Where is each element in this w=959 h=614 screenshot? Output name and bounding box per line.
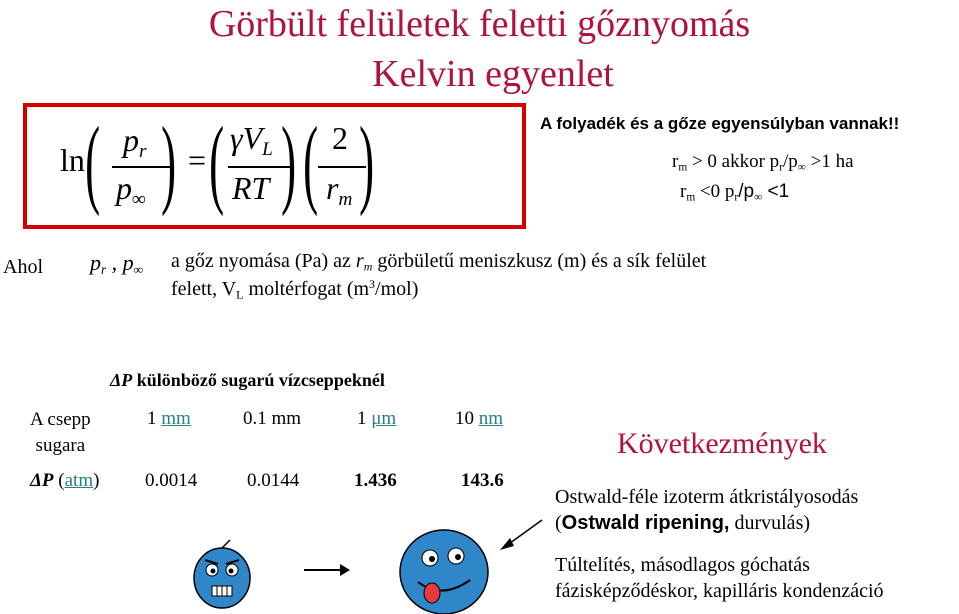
value-1um: 1.436 — [354, 470, 397, 491]
consequences-title: Következmények — [617, 427, 827, 460]
eq-paren-close-3: ) — [359, 106, 375, 217]
size-1mm: 1 mm — [147, 408, 191, 429]
eq-num-right: 2 — [332, 120, 348, 156]
size-01mm: 0.1 mm — [243, 408, 302, 429]
equilibrium-heading: A folyadék és a gőze egyensúlyban vannak!! — [540, 114, 900, 133]
unit-link-nm[interactable]: nm — [478, 408, 504, 429]
unit-link-atm[interactable]: atm — [64, 470, 94, 491]
consequence-line-3: Túltelítés, másodlagos góchatás — [555, 554, 810, 576]
pointer-arrow-icon — [496, 516, 546, 552]
consequence-line-2: (Ostwald ripening, durvulás) — [555, 512, 811, 534]
consequence-line-4: fázisképződéskor, kapilláris kondenzáció — [555, 580, 884, 602]
eq-num-left: $p_r$ — [123, 122, 147, 162]
row-label-radius: A csepp sugara — [30, 409, 91, 456]
eq-paren-close-1: ) — [161, 106, 177, 217]
arrow-right-icon — [304, 564, 350, 576]
table-heading: ΔP különböző sugarú vízcseppeknél — [110, 370, 385, 390]
ahol-desc-line-1: a gőz nyomása (Pa) az $r_m$ görbületű meniszkusz (m) és a sík felület — [171, 250, 707, 274]
eq-den-mid: RT — [232, 170, 270, 206]
consequence-line-1: Ostwald-féle izoterm átkristályosodás — [555, 486, 859, 508]
unit-link-um[interactable]: μm — [371, 408, 397, 429]
page-subtitle: Kelvin egyenlet — [372, 53, 614, 95]
equilibrium-cond-2: $r_m <0$ $p_r/p_\infty <1$ — [680, 181, 790, 204]
size-10nm: 10 nm — [455, 408, 504, 429]
page-title: Görbült felületek feletti gőznyomás — [208, 3, 751, 45]
eq-paren-close-2: ) — [281, 106, 297, 217]
ahol-label: Ahol — [3, 256, 43, 278]
value-1mm: 0.0014 — [145, 470, 198, 491]
eq-den-left: $p_\infty$ — [116, 170, 146, 210]
unit-link-mm[interactable]: mm — [161, 408, 191, 429]
eq-equals: = — [188, 142, 207, 178]
eq-num-mid: $\gamma V_L$ — [230, 120, 273, 160]
eq-ln: ln — [60, 142, 85, 178]
value-01mm: 0.0144 — [247, 470, 300, 491]
eq-paren-open-1: ( — [85, 106, 101, 217]
droplet-illustration — [180, 500, 530, 614]
eq-paren-open-3: ( — [303, 106, 319, 217]
eq-paren-open-2: ( — [209, 106, 225, 217]
equilibrium-cond-1: $r_m > 0$ akkor $p_r/p_\infty >1$ ha — [672, 151, 854, 174]
eq-den-right: $r_m$ — [326, 170, 353, 210]
ahol-symbols: $p_r$ , $p_\infty$ — [90, 250, 144, 277]
row-label-deltap: ΔP (atm) — [30, 470, 100, 491]
size-1um: 1 μm — [357, 408, 397, 429]
value-10nm: 143.6 — [461, 470, 504, 491]
large-droplet-face-icon — [400, 530, 488, 614]
ahol-desc-line-2: felett, $V_L$ moltérfogat $(m^3/mol)$ — [171, 276, 419, 302]
small-droplet-face-icon — [194, 540, 250, 608]
